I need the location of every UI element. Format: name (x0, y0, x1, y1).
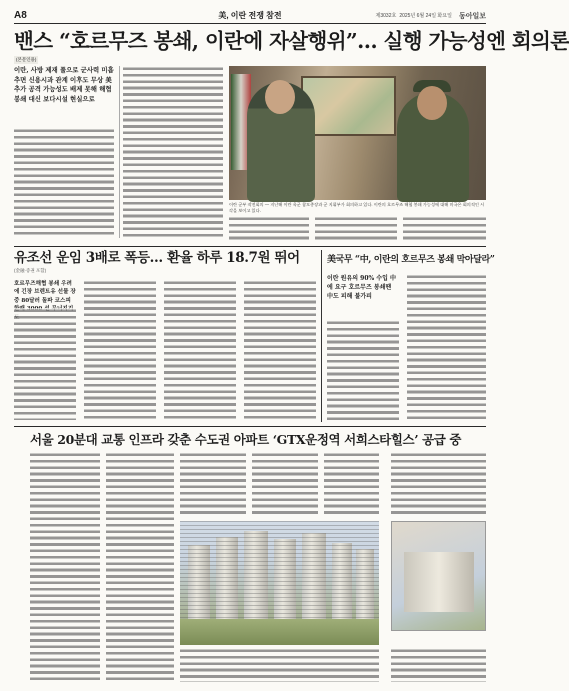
apartment-photo (180, 521, 379, 645)
photo-person-right (397, 92, 469, 202)
page-number: A8 (14, 10, 27, 21)
story3-headline: 美국무 “中, 이란의 호르무즈 봉쇄 막아달라” (327, 255, 495, 265)
story1-caption: 이란 군부 작전회의 — 지난해 이란 육군 참모총장과 군 지휘부가 회의하고 있다. 이란의 호르무즈 해협 봉쇄 가능성에 대해 미국은 회의적인 시각을 보이고 있다. (229, 202, 485, 213)
story4-photo-text (180, 648, 379, 682)
story4-body-col5 (324, 452, 379, 516)
section-rule (14, 246, 486, 247)
story4-body-col4 (252, 452, 318, 516)
story1-body-col5 (403, 216, 486, 240)
story-divider (321, 250, 322, 422)
section-title: 美, 이란 전쟁 참전 (218, 11, 282, 20)
story3-dek: 이란 원유의 90% 수입 中에 요구 호르무즈 봉쇄땐 中도 피해 불가피 (327, 275, 396, 300)
issue-date: 2025년 6월 24일 화요일 (399, 13, 452, 19)
story4-body-col3 (180, 452, 246, 516)
story1-photo (229, 66, 486, 200)
story1-body-col2 (123, 66, 223, 238)
story4-body-col1 (30, 452, 100, 682)
story4-body-col7 (391, 648, 486, 682)
paper-name: 동아일보 (458, 12, 486, 20)
wall-map (301, 76, 396, 136)
story3-body-col1 (327, 320, 399, 420)
story1-body-col3 (229, 216, 309, 240)
story1-dek: 이란, 사방 제재 풀으로 군사력 미흡 추면 신용시과 관계 이후도 무상 美 추가 공격 가능성도 배제 못해 해협 봉쇄 대신 보다시설 현실으로 (14, 66, 114, 103)
story4-body-col6 (391, 452, 486, 516)
story2-body-col2 (84, 280, 156, 420)
photo-person-left (247, 82, 315, 202)
masthead (14, 8, 486, 24)
story2-body-col4 (244, 280, 316, 420)
column-divider (119, 66, 120, 238)
story2-body-col1 (14, 308, 76, 420)
story4-headline: 서울 20분대 교통 인프라 갖춘 수도권 아파트 ‘GTX운정역 서희스타힐스’ 공급 중 (30, 432, 462, 447)
story2-tag: (金融·증권 포함) (14, 268, 47, 273)
issue-number: 제3032호 (375, 13, 397, 19)
side-image (391, 521, 486, 645)
story2-dek: 호르무즈해협 봉쇄 우려에 긴장 브렌트유 선물 장중 80달러 돌파 코스피 (14, 281, 76, 304)
story1-body-col1 (14, 128, 114, 238)
main-headline: 밴스 “호르무즈 봉쇄, 이란에 자살행위”… 실행 가능성엔 회의론 (14, 29, 569, 53)
story3-body-col2 (407, 274, 486, 420)
story2-headline: 유조선 운임 3배로 폭등… 환율 하루 18.7원 뛰어 (14, 250, 300, 266)
story1-tag: (본문인용) (16, 57, 37, 62)
section-rule-2 (14, 426, 486, 427)
story2-body-col3 (164, 280, 236, 420)
story4-body-col2 (106, 452, 174, 682)
story1-body-col4 (315, 216, 397, 240)
